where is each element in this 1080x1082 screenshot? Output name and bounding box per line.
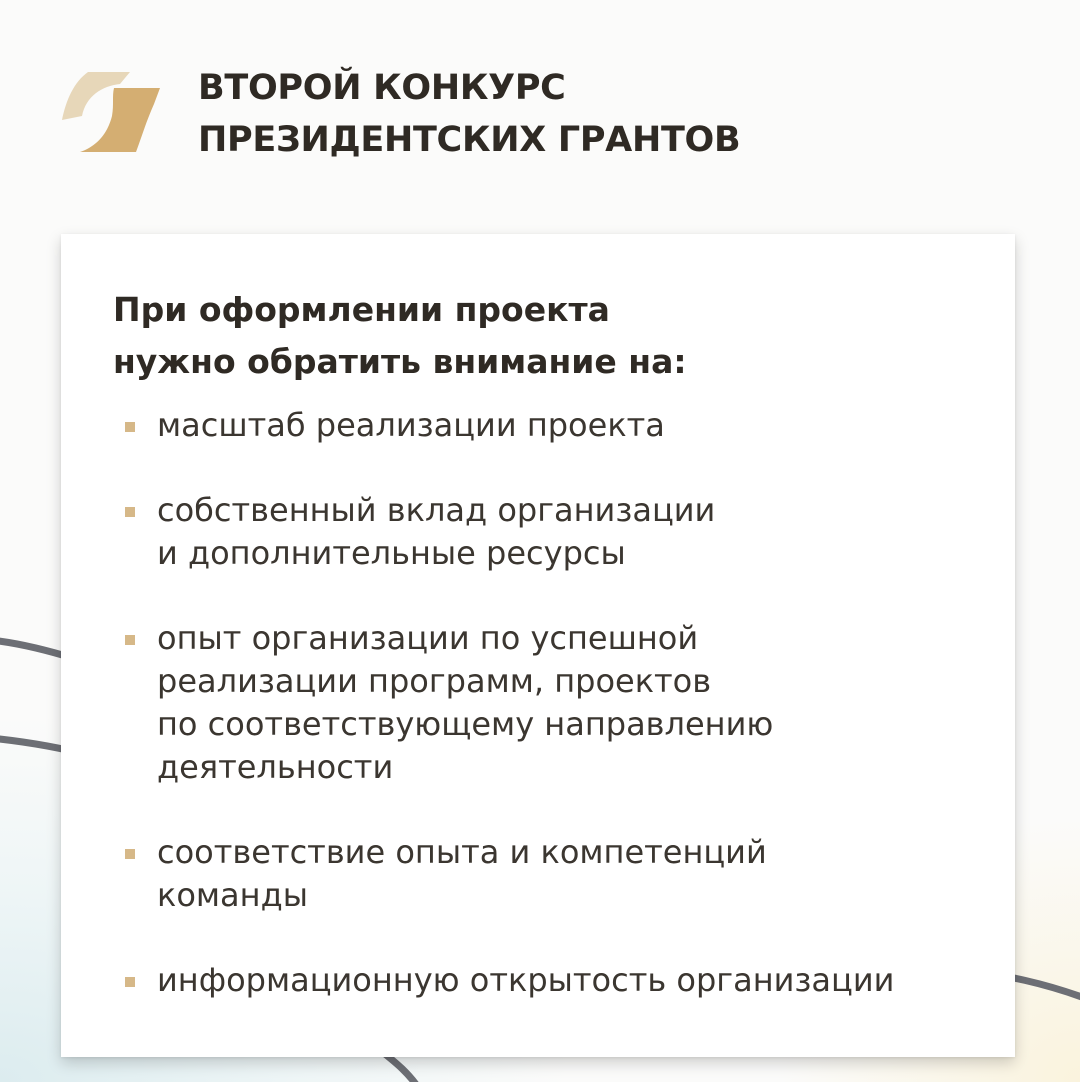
square-bullet-icon [125,507,135,517]
card-heading-line-1: При оформлении проекта [113,290,610,329]
header-title [198,62,740,166]
requirements-list [125,404,1005,1002]
square-bullet-icon [125,977,135,987]
card-heading-line-2: нужно обратить внимание на: [113,342,687,381]
list-item [125,404,1005,447]
list-item-text: опыт организации по успешной реализации программ, проектов по соответствующему направлению деятельности [157,619,774,786]
list-item-text: собственный вклад организации и дополнительные ресурсы [157,491,716,572]
card-heading [113,284,687,388]
header-title-line-1: ВТОРОЙ КОНКУРС [198,68,566,108]
grant-logo-icon [62,66,162,158]
list-item-text: соответствие опыта и компетенций команды [157,833,767,914]
square-bullet-icon [125,635,135,645]
list-item [125,617,1005,789]
list-item-text: масштаб реализации проекта [157,406,665,444]
list-item [125,959,1005,1002]
list-item [125,489,1005,575]
info-card [61,234,1015,1057]
header [62,66,740,166]
square-bullet-icon [125,422,135,432]
header-title-line-2: ПРЕЗИДЕНТСКИХ ГРАНТОВ [198,120,741,160]
list-item [125,831,1005,917]
list-item-text: информационную открытость организации [157,961,895,999]
square-bullet-icon [125,849,135,859]
